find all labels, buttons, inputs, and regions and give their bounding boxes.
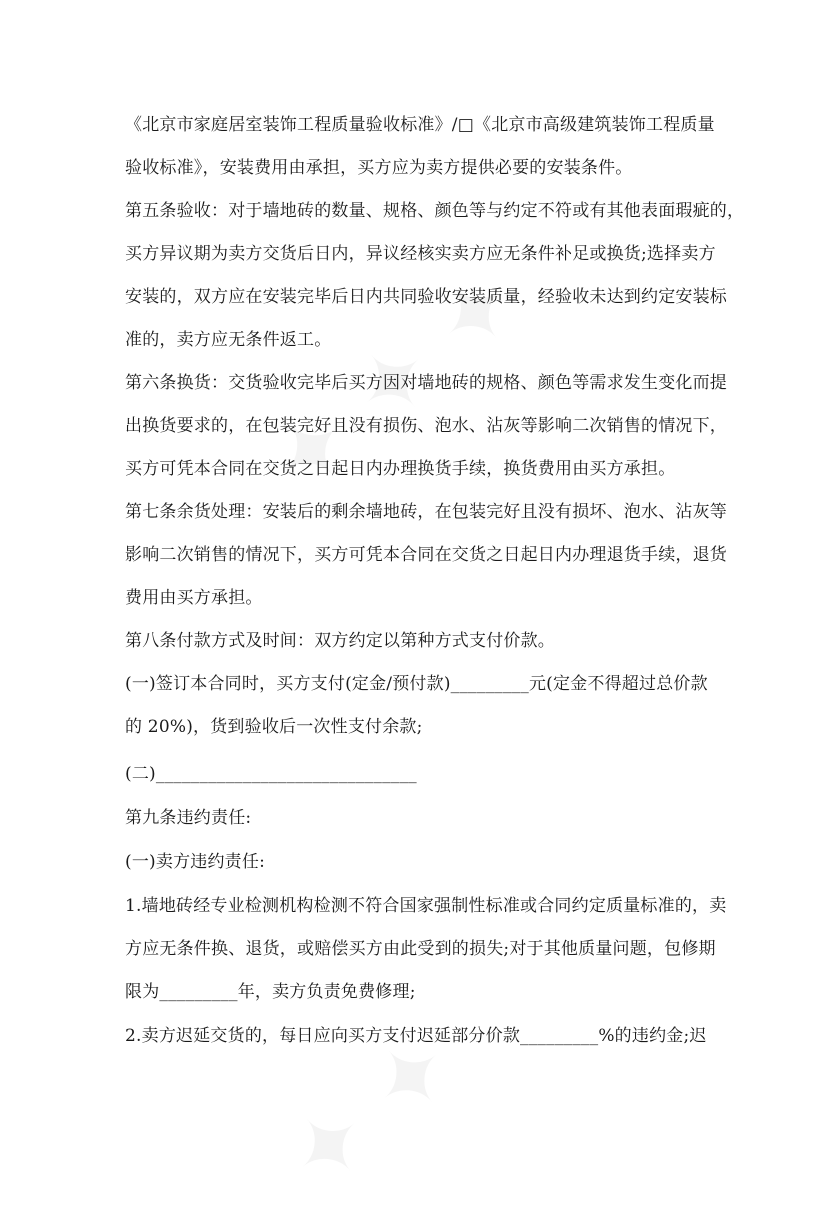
text-line: 准的，卖方应无条件返工。 [125,330,332,350]
text-line: 《北京市家庭居室装饰工程质量验收标准》/□《北京市高级建筑装饰工程质量 [125,115,715,135]
text-line: 第六条换货：交货验收完毕后买方因对墙地砖的规格、颜色等需求发生变化而提 [125,373,727,393]
text-line: (二)______________________________ [125,764,417,784]
text-line: 买方异议期为卖方交货后日内，异议经核实卖方应无条件补足或换货;选择卖方 [125,244,716,264]
text-line: 限为_________年，卖方负责免费修理; [125,982,416,1002]
text-line: (一)卖方违约责任: [125,852,265,872]
text-line: 2.卖方迟延交货的，每日应向买方支付迟延部分价款_________%的违约金;迟 [125,1026,707,1046]
text-line: 影响二次销售的情况下，买方可凭本合同在交货之日起日内办理退货手续，退货 [125,545,727,565]
text-line: 验收标准》，安装费用由承担，买方应为卖方提供必要的安装条件。 [125,158,633,178]
text-line: 方应无条件换、退货，或赔偿买方由此受到的损失;对于其他质量问题，包修期 [125,939,716,959]
text-line: (一)签订本合同时，买方支付(定金/预付款)_________元(定金不得超过总价款 [125,674,708,694]
text-line: 买方可凭本合同在交货之日起日内办理换货手续，换货费用由买方承担。 [125,459,676,479]
text-line: 第九条违约责任: [125,808,252,828]
text-line: 出换货要求的，在包装完好且没有损伤、泡水、沾灰等影响二次销售的情况下， [125,416,727,436]
text-line: 1.墙地砖经专业检测机构检测不符合国家强制性标准或合同约定质量标准的，卖 [125,896,727,916]
text-line: 第五条验收：对于墙地砖的数量、规格、颜色等与约定不符或有其他表面瑕疵的， [125,201,745,221]
text-line: 的 20%)，货到验收后一次性支付余款; [125,717,423,737]
text-line: 第七条余货处理：安装后的剩余墙地砖，在包装完好且没有损坏、泡水、沾灰等 [125,502,727,522]
text-line: 第八条付款方式及时间：双方约定以第种方式支付价款。 [125,631,555,651]
text-line: 费用由买方承担。 [125,588,263,608]
text-line: 安装的，双方应在安装完毕后日内共同验收安装质量，经验收未达到约定安装标 [125,287,727,307]
